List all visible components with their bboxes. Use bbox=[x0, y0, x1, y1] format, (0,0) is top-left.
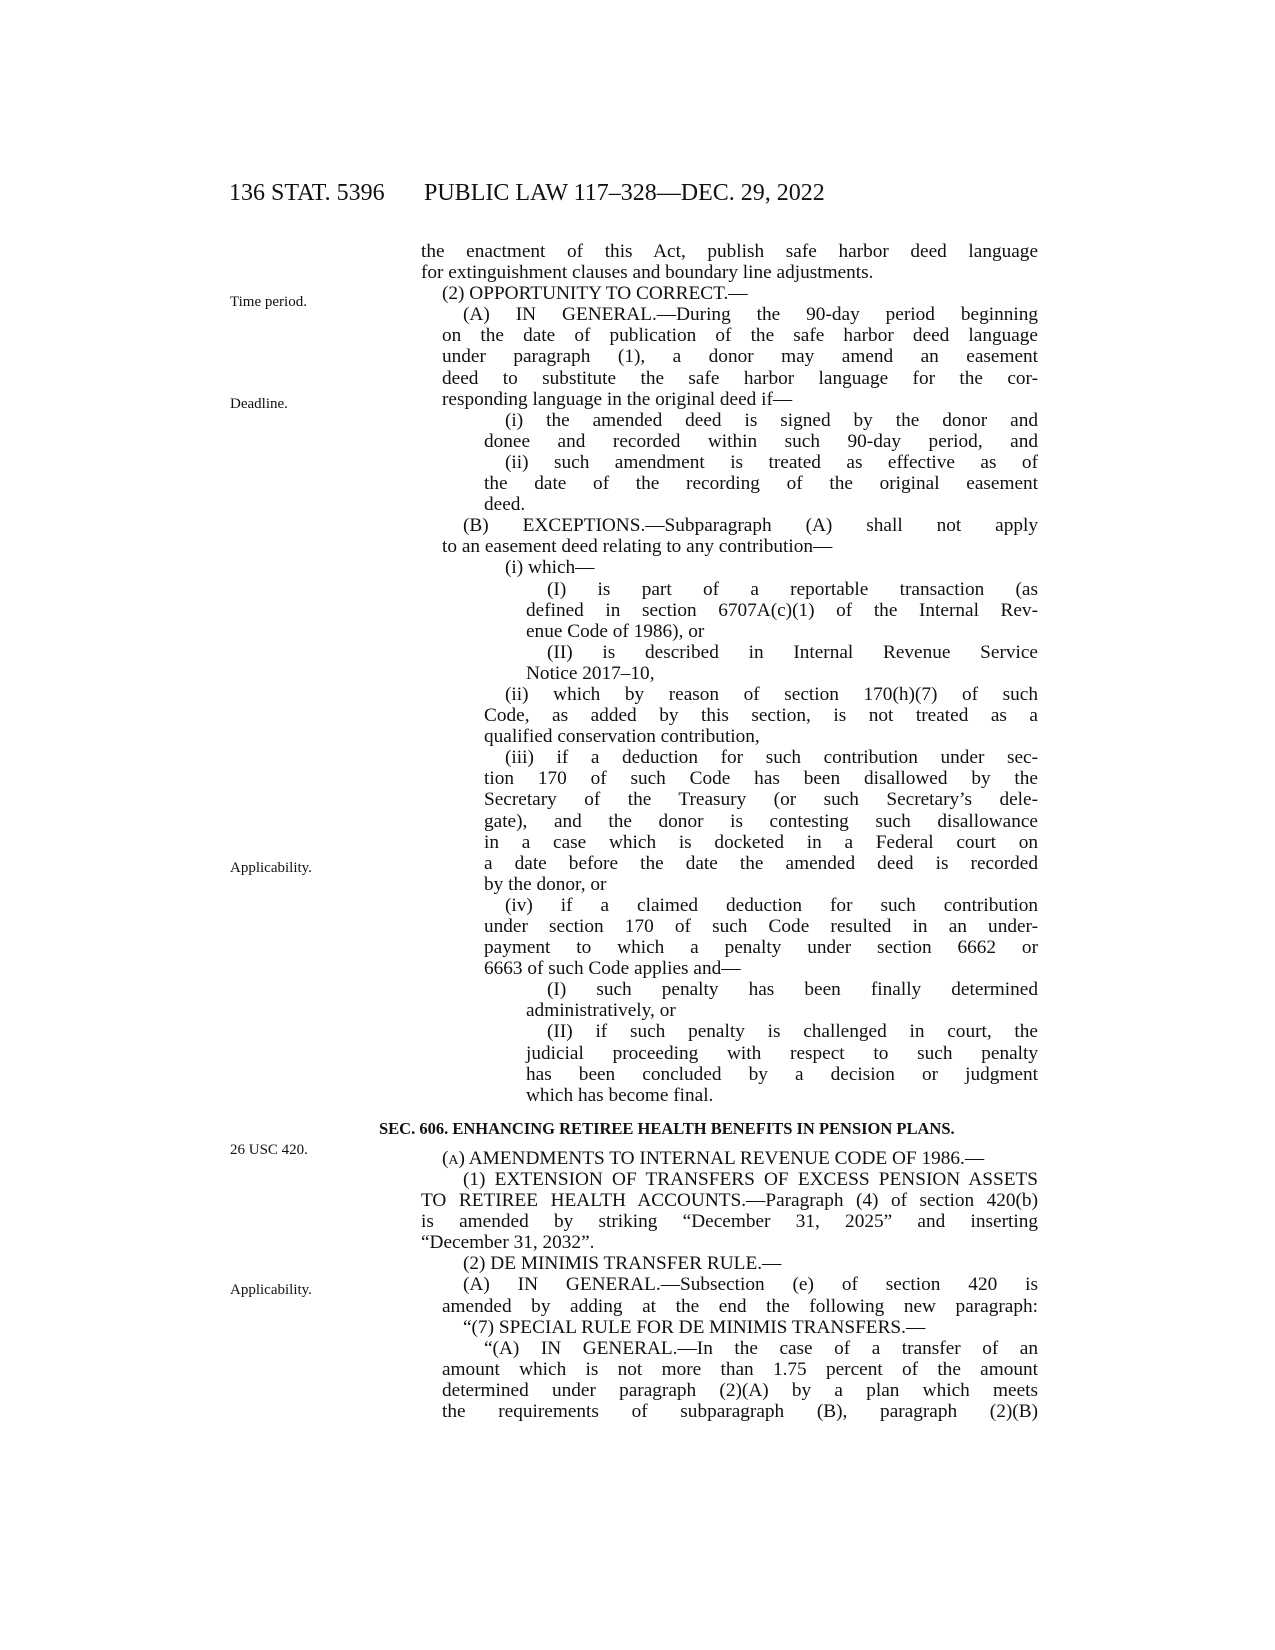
running-title: PUBLIC LAW 117–328—DEC. 29, 2022 bbox=[424, 180, 825, 206]
section-heading: SEC. 606. ENHANCING RETIREE HEALTH BENEFITS IN PENSION PLANS. bbox=[379, 1118, 955, 1138]
margin-note: Time period. bbox=[230, 294, 307, 310]
text-line: gate), and the donor is contesting such disallowance bbox=[484, 810, 1038, 832]
text-line: (iv) if a claimed deduction for such contribution bbox=[505, 894, 1038, 916]
text-line: under section 170 of such Code resulted in an under- bbox=[484, 916, 1038, 937]
paragraph-heading: (1) EXTENSION OF TRANSFERS OF EXCESS PENSION ASSETS bbox=[463, 1168, 1038, 1190]
text-line: to an easement deed relating to any contribution— bbox=[442, 536, 833, 558]
text-line: (B) EXCEPTIONS.—Subparagraph (A) shall not apply bbox=[463, 515, 1038, 537]
paragraph-heading: (2) OPPORTUNITY TO CORRECT.— bbox=[442, 283, 748, 305]
text-line: “(A) IN GENERAL.—In the case of a transfer of an bbox=[484, 1337, 1038, 1359]
text-line: deed. bbox=[484, 494, 526, 516]
text-line: the date of the recording of the original easement bbox=[484, 473, 1038, 495]
text-line: “December 31, 2032”. bbox=[421, 1232, 595, 1254]
statute-page-number: 136 STAT. 5396 bbox=[229, 180, 385, 206]
text-line: donee and recorded within such 90-day period, and bbox=[484, 430, 1038, 452]
text-line: the requirements of subparagraph (B), paragraph (2)(B) bbox=[442, 1400, 1038, 1422]
text-line: on the date of publication of the safe harbor deed language bbox=[442, 325, 1038, 347]
text-line: Code, as added by this section, is not treated as a bbox=[484, 705, 1038, 727]
text-line: (II) is described in Internal Revenue Service bbox=[547, 641, 1038, 663]
text-line: by the donor, or bbox=[484, 873, 607, 895]
text-line: for extinguishment clauses and boundary line adjustments. bbox=[421, 262, 874, 284]
text-line: responding language in the original deed if— bbox=[442, 388, 793, 410]
text-line: (I) such penalty has been finally determined bbox=[547, 979, 1038, 1001]
text-line: tion 170 of such Code has been disallowed by the bbox=[484, 768, 1038, 790]
margin-note: Applicability. bbox=[230, 860, 312, 876]
text-line: enue Code of 1986), or bbox=[526, 620, 705, 642]
text-line: (i) the amended deed is signed by the donor and bbox=[505, 409, 1038, 431]
subsection-heading: (a) AMENDMENTS TO INTERNAL REVENUE CODE OF 1986.— bbox=[442, 1147, 985, 1169]
text-line: determined under paragraph (2)(A) by a plan which meets bbox=[442, 1379, 1038, 1401]
text-line: a date before the date the amended deed is recorded bbox=[484, 852, 1038, 874]
text-line: (ii) such amendment is treated as effective as of bbox=[505, 451, 1038, 473]
margin-note: Applicability. bbox=[230, 1282, 312, 1298]
text-line: deed to substitute the safe harbor language for the cor- bbox=[442, 367, 1038, 389]
text-line: (II) if such penalty is challenged in court, the bbox=[547, 1021, 1038, 1043]
text-line: amended by adding at the end the following new paragraph: bbox=[442, 1295, 1038, 1317]
text-line: Secretary of the Treasury (or such Secretary’s dele- bbox=[484, 789, 1038, 811]
paragraph-heading: “(7) SPECIAL RULE FOR DE MINIMIS TRANSFERS.— bbox=[463, 1316, 926, 1338]
text-line: under paragraph (1), a donor may amend an easement bbox=[442, 346, 1038, 368]
text-line: amount which is not more than 1.75 percent of the amount bbox=[442, 1358, 1038, 1380]
text-line: in a case which is docketed in a Federal court on bbox=[484, 831, 1038, 853]
margin-note: Deadline. bbox=[230, 396, 288, 412]
text-line: is amended by striking “December 31, 2025” and inserting bbox=[421, 1211, 1038, 1233]
text-line: which has become final. bbox=[526, 1084, 714, 1106]
text-line: Notice 2017–10, bbox=[526, 662, 655, 684]
text-line: the enactment of this Act, publish safe harbor deed language bbox=[421, 241, 1038, 262]
text-line: judicial proceeding with respect to such penalty bbox=[526, 1042, 1038, 1064]
paragraph-heading: (2) DE MINIMIS TRANSFER RULE.— bbox=[463, 1253, 782, 1275]
page-header bbox=[0, 180, 1275, 216]
text-line: (i) which— bbox=[505, 557, 595, 579]
text-line: (ii) which by reason of section 170(h)(7) of such bbox=[505, 683, 1038, 705]
text-line: TO RETIREE HEALTH ACCOUNTS.—Paragraph (4) of section 420(b) bbox=[421, 1190, 1038, 1212]
text-line: has been concluded by a decision or judgment bbox=[526, 1063, 1038, 1085]
text-line: qualified conservation contribution, bbox=[484, 726, 760, 748]
text-line: (A) IN GENERAL.—Subsection (e) of section 420 is bbox=[463, 1274, 1038, 1296]
text-line: administratively, or bbox=[526, 1000, 676, 1022]
text-line: 6663 of such Code applies and— bbox=[484, 958, 741, 980]
text-line: (iii) if a deduction for such contribution under sec- bbox=[505, 747, 1038, 769]
text-line: (A) IN GENERAL.—During the 90-day period beginning bbox=[463, 304, 1038, 326]
text-line: payment to which a penalty under section 6662 or bbox=[484, 937, 1038, 959]
margin-note: 26 USC 420. bbox=[230, 1142, 308, 1158]
text-line: (I) is part of a reportable transaction (as bbox=[547, 578, 1038, 600]
statute-body bbox=[379, 241, 1038, 1422]
text-line: defined in section 6707A(c)(1) of the Internal Rev- bbox=[526, 599, 1038, 621]
